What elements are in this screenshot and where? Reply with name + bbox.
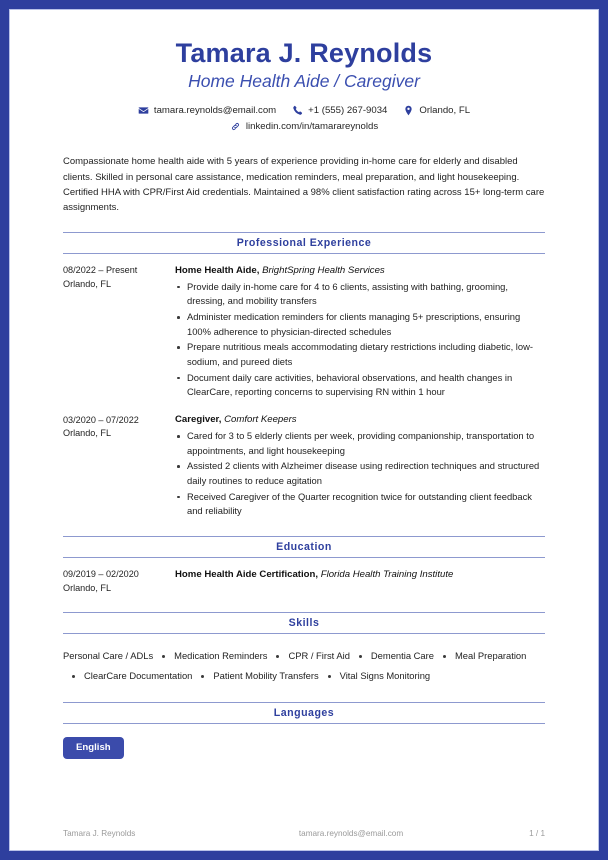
contact-email-text: tamara.reynolds@email.com [153, 105, 277, 117]
section-heading-languages: Languages [63, 702, 545, 724]
entry-body [175, 568, 545, 582]
entry-role-title: Caregiver, [175, 414, 222, 426]
skill-separator [359, 646, 362, 666]
entry-organization: BrightSpring Health Services [262, 264, 385, 276]
skill-separator [276, 646, 279, 666]
language-badge: English [63, 737, 124, 759]
skill-item: Vital Signs Monitoring [339, 669, 431, 681]
entry-location: Orlando, FL [63, 583, 112, 594]
bullet-item: Received Caregiver of the Quarter recognition twice for outstanding client feedback and reliability [175, 490, 545, 519]
skill-separator [328, 666, 331, 686]
languages-list [63, 737, 545, 759]
section-heading-education: Education [63, 536, 545, 558]
entry-institution: Florida Health Training Institute [320, 568, 454, 580]
bullet-item: Provide daily in-home care for 4 to 6 clients, assisting with bathing, grooming, dressing, and mobility transfers [175, 280, 545, 309]
contact-phone-text: +1 (555) 267-9034 [308, 105, 388, 117]
location-pin-icon [403, 105, 414, 116]
entry-body [175, 413, 545, 520]
entry-meta [63, 264, 175, 292]
page-footer [63, 829, 545, 841]
skill-item: CPR / First Aid [288, 649, 350, 661]
footer-name: Tamara J. Reynolds [63, 829, 136, 838]
section-experience [63, 232, 545, 520]
skill-item: ClearCare Documentation [84, 669, 193, 681]
skill-item: Personal Care / ADLs [63, 649, 154, 661]
skill-item: Dementia Care [370, 649, 434, 661]
contact-linkedin-text: linkedin.com/in/tamarareynolds [245, 121, 379, 133]
entry-degree: Home Health Aide Certification, [175, 568, 319, 580]
entry-location: Orlando, FL [63, 278, 112, 289]
section-skills [63, 612, 545, 686]
contact-row [63, 105, 545, 116]
candidate-title: Home Health Aide / Caregiver [188, 71, 420, 92]
bullet-item: Cared for 3 to 5 elderly clients per week, providing companionship, transportation to appointments, and light housekeeping [175, 429, 545, 458]
entry-role-line [175, 568, 545, 582]
experience-entry [63, 413, 545, 520]
skill-separator [201, 666, 204, 686]
entry-role-title: Home Health Aide, [175, 264, 260, 276]
entry-meta [63, 568, 175, 596]
entry-meta [63, 413, 175, 441]
entry-location: Orlando, FL [63, 428, 112, 439]
contact-location [403, 105, 470, 116]
entry-bullets [175, 280, 545, 400]
link-icon [230, 121, 241, 132]
skill-separator [72, 666, 75, 686]
contact-linkedin[interactable] [230, 121, 378, 132]
envelope-icon [138, 105, 149, 116]
contact-email[interactable] [138, 105, 276, 116]
skill-separator [162, 646, 165, 666]
bullet-item: Administer medication reminders for clients managing 5+ prescriptions, ensuring 100% adherence to physician-directed schedules [175, 310, 545, 339]
candidate-name: Tamara J. Reynolds [175, 38, 433, 68]
experience-entry [63, 264, 545, 401]
section-education [63, 536, 545, 596]
contact-phone[interactable] [292, 105, 387, 116]
entry-dates: 08/2022 – Present [63, 265, 138, 276]
experience-entries [63, 264, 545, 520]
entry-dates: 03/2020 – 07/2022 [63, 414, 139, 425]
footer-email: tamara.reynolds@email.com [298, 829, 404, 838]
entry-role-line [175, 264, 545, 278]
bullet-item: Assisted 2 clients with Alzheimer disease using redirection techniques and structured daily routines to reduce agitation [175, 459, 545, 488]
skill-item: Meal Preparation [454, 649, 527, 661]
skill-item: Patient Mobility Transfers [213, 669, 319, 681]
education-entries [63, 568, 545, 596]
skill-item: Medication Reminders [174, 649, 268, 661]
resume-sheet [9, 9, 599, 851]
skill-separator [443, 646, 446, 666]
entry-role-line [175, 413, 545, 427]
bullet-item: Prepare nutritious meals accommodating dietary restrictions including diabetic, low-sodium, and pureed diets [175, 340, 545, 369]
section-languages [63, 702, 545, 759]
phone-icon [292, 105, 303, 116]
link-row [63, 121, 545, 132]
entry-bullets [175, 429, 545, 519]
skills-list [63, 646, 545, 686]
contact-location-text: Orlando, FL [419, 105, 471, 117]
education-entry [63, 568, 545, 596]
entry-organization: Comfort Keepers [224, 414, 297, 426]
footer-page-number: 1 / 1 [529, 829, 545, 838]
section-heading-experience: Professional Experience [63, 232, 545, 254]
entry-body [175, 264, 545, 401]
bullet-item: Document daily care activities, behavioral observations, and health changes in ClearCare, reporting concerns to supervising RN within 1 hour [175, 371, 545, 400]
section-heading-skills: Skills [63, 612, 545, 634]
entry-dates: 09/2019 – 02/2020 [63, 569, 139, 580]
professional-summary: Compassionate home health aide with 5 years of experience providing in-home care for elderly and disabled clients. Skilled in personal care assistance, medication reminders, meal preparation, and light housekeeping. Certified HHA with CPR/First Aid credentials. Maintained a 98% client satisfaction rating across 15+ long-term care assignments. [63, 156, 545, 214]
